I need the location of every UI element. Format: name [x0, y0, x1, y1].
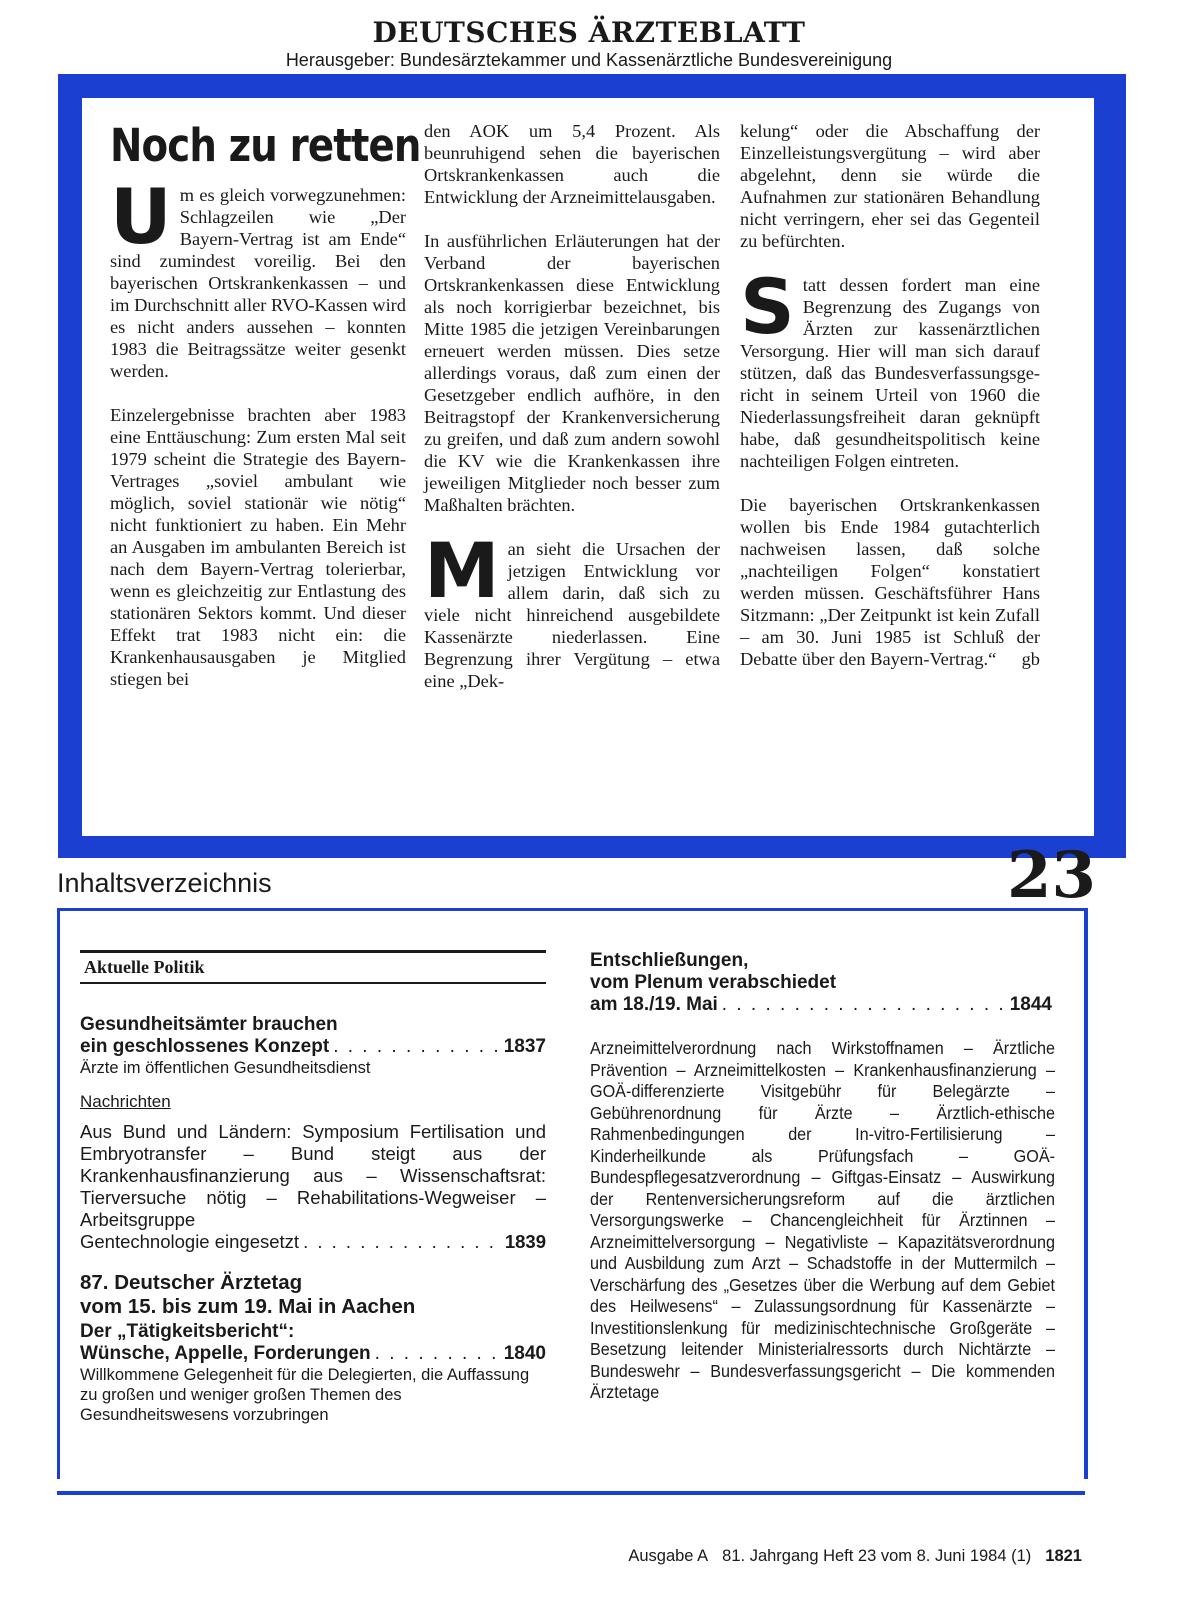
entry-last-line: Gentechnologie eingesetzt . . . 1839	[80, 1231, 546, 1253]
issue-number: 23	[1006, 838, 1096, 913]
editorial-paragraph: Einzelergebnisse brachten aber 1983 eine Enttäuschung: Zum ersten Mal seit 1979 scheint die Strategie des Bayern-Vertrages „soviel ambulant wie möglich, soviel stationär wie nötig“ nicht funktioniert zu haben. Ein Mehr an Ausgaben im ambulanten Bereich ist nach dem Bayern-Vertrag tolerierbar, wenn es gleichzeitig zur Entlastung des stationären Sektors kommt. Und dieser Effekt trat 1983 nicht ein: die Krankenhausausgaben je Mitglied stiegen bei	[110, 405, 406, 689]
editorial-paragraph: Um es gleich vorwegzunehmen: Schlagzeilen wie „Der Bayern-Vertrag ist am Ende“ sind zumindest voreilig. Bei den bayerischen Ortskrankenkassen – und im Durchschnitt aller RVO-Kassen wird es nicht anders aussehen – konnten 1983 die Beitragssätze weiter gesenkt werden.	[110, 172, 406, 381]
page-number: 1839	[504, 1231, 546, 1252]
editorial-panel	[82, 98, 1094, 836]
entry-title: Entschließungen,	[590, 950, 749, 971]
toc-entry[interactable]	[590, 950, 1055, 1404]
toc-left-column	[80, 950, 546, 1425]
page-number: 1840	[503, 1343, 546, 1364]
toc-title: Inhaltsverzeichnis	[57, 868, 272, 898]
editorial-paragraph: den AOK um 5,4 Prozent. Als beunruhigend sehen die bayerischen Ortskrankenkassen auch die Entwicklung der Arzneimittelausgaben.	[424, 121, 720, 207]
entry-title-line: ein geschlossenes Konzept . . . 1837	[80, 1036, 546, 1058]
section-heading: Aktuelle Politik	[80, 950, 546, 984]
toc-entry[interactable]	[80, 1121, 546, 1253]
drop-cap: S	[740, 262, 795, 351]
editorial-paragraph: Man sieht die Ursachen der jetzigen Entwicklung vor allem darin, daß sich zu viele nicht hinreichend ausgebildete Kassenärzte niederlassen. Eine Begrenzung ihrer Vergütung – etwa eine „Dek-	[424, 526, 720, 691]
editorial-paragraph: Die bayerischen Ortskrankenkassen wollen bis Ende 1984 gutachterlich nachweisen lassen, daß solche „nachteiligen Folgen“ konstatiert werden müssen. Geschäftsführer Hans Sitzmann: „Der Zeitpunkt ist kein Zufall – am 30. Juni 1985 ist Schluß der Debatte über den Bayern-Vertrag.“ gb	[740, 495, 1040, 669]
toc-entry[interactable]	[80, 1271, 546, 1425]
entry-title: Der „Tätigkeitsbericht“:	[80, 1321, 295, 1342]
toc-entry[interactable]	[80, 1014, 546, 1078]
page-footer	[628, 1547, 1082, 1566]
news-label: Nachrichten	[80, 1092, 171, 1111]
bottom-rule	[57, 1491, 1085, 1495]
entry-description: Ärzte im öffentlichen Gesundheitsdienst	[80, 1059, 371, 1077]
entry-heading: vom 15. bis zum 19. Mai in Aachen	[80, 1295, 416, 1318]
masthead-subtitle: Herausgeber: Bundesärztekammer und Kassenärztliche Bundesvereinigung	[285, 50, 893, 70]
entry-title: Gesundheitsämter brauchen	[80, 1014, 338, 1035]
editorial-column-1	[110, 119, 421, 690]
entry-title: vom Plenum verabschiedet	[590, 972, 837, 993]
editorial-paragraph: kelung“ oder die Abschaffung der Einzelleistungsvergütung – wird aber abgelehnt, denn sie würde die Aufnahmen zur stationären Behandlung nicht verringern, eher sei das Gegenteil zu befürchten.	[740, 121, 1040, 251]
toc-right-column	[590, 950, 1055, 1404]
editorial-paragraph: In ausführlichen Erläuterungen hat der Verband der bayerischen Ortskrankenkassen diese Entwicklung als noch korrigierbar bezeichnet, bis Mitte 1985 die jetzigen Vereinbarungen erneuert werden müssen. Dies setze allerdings voraus, daß zum einen der Gesetzgeber endlich aufhöre, in den Beitragstopf der Krankenversicherung zu greifen, und daß zum andern sowohl die KV wie die Krankenkassen ihre jeweiligen Mitglieder noch besser zum Maßhalten brächten.	[424, 231, 720, 515]
footer-page-number: 1821	[1045, 1547, 1082, 1565]
editorial-column-2	[424, 120, 720, 692]
entry-title-line: am 18./19. Mai . . . 1844	[590, 994, 1052, 1016]
entry-body: Aus Bund und Ländern: Symposium Fertilisation und Embryotransfer – Bund steigt aus der Krankenhausfinanzierung aus – Wissenschaftsrat: Tierversuche nötig – Rehabilitations-Wegweiser – Arbeitsgruppe	[80, 1121, 546, 1230]
footer-volume: 81. Jahrgang Heft 23 vom 8. Juni 1984 (1)	[722, 1547, 1032, 1565]
drop-cap: M	[424, 526, 500, 615]
footer-edition: Ausgabe A	[628, 1547, 709, 1565]
drop-cap: U	[110, 172, 172, 261]
page-number: 1837	[503, 1036, 546, 1057]
editorial-paragraph: Statt dessen fordert man eine Begrenzung des Zugangs von Ärzten zur kassenärztlichen Versorgung. Hier will man sich darauf stützen, daß das Bundesverfassungsgericht in seinem Urteil von 1960 die Niederlassungsfreiheit daran geknüpft habe, daß gesundheitspolitisch keine nachteiligen Folgen eintreten.	[740, 262, 1040, 471]
entry-description: Willkommene Gelegenheit für die Delegierten, die Auffassung zu großen und weniger großen Themen des Gesundheitswesens vorzubringen	[80, 1366, 530, 1424]
entry-title-line: Wünsche, Appelle, Forderungen . . . 1840	[80, 1343, 546, 1365]
entry-heading: 87. Deutscher Ärztetag	[80, 1271, 303, 1294]
entry-body: Arzneimittelverordnung nach Wirkstoffnamen – Ärztliche Prävention – Arzneimittelkosten – Krankenhausfinanzierung – GOÄ-differenzierte Visitgebühr für Belegärzte – Gebührenordnung für Ärzte – Ärztlich-ethische Rahmenbedingungen der In-vitro-Fertilisierung – Kinderheilkunde als Prüfungsfach – GOÄ-Bundespflegesatzverordnung – Giftgas-Einsatz – Auswirkung der Rentenversicherungsreform auf die ärztlichen Versorgungswerke – Chancengleichheit für Ärztinnen – Arzneimittelversorgung – Negativliste – Kapazitätsverordnung und Ausbildung zum Arzt – Schadstoffe in der Muttermilch – Verschärfung des „Gesetzes über die Werbung auf dem Gebiet des Heilwesens“ – Zulassungsordnung für Kassenärzte – Investitionslenkung für medizinischtechnische Großgeräte – Besetzung leitender Ministerialressorts durch Nichtärzte – Bundeswehr – Bundesverfassungsgericht – Die kommenden Ärztetage	[590, 1038, 1055, 1402]
masthead-title: DEUTSCHES ÄRZTEBLATT	[372, 16, 806, 49]
editorial-column-3	[740, 120, 1040, 670]
author-signature: gb	[1021, 649, 1040, 669]
page-number: 1844	[1009, 994, 1052, 1015]
editorial-headline: Noch zu retten	[110, 119, 421, 172]
